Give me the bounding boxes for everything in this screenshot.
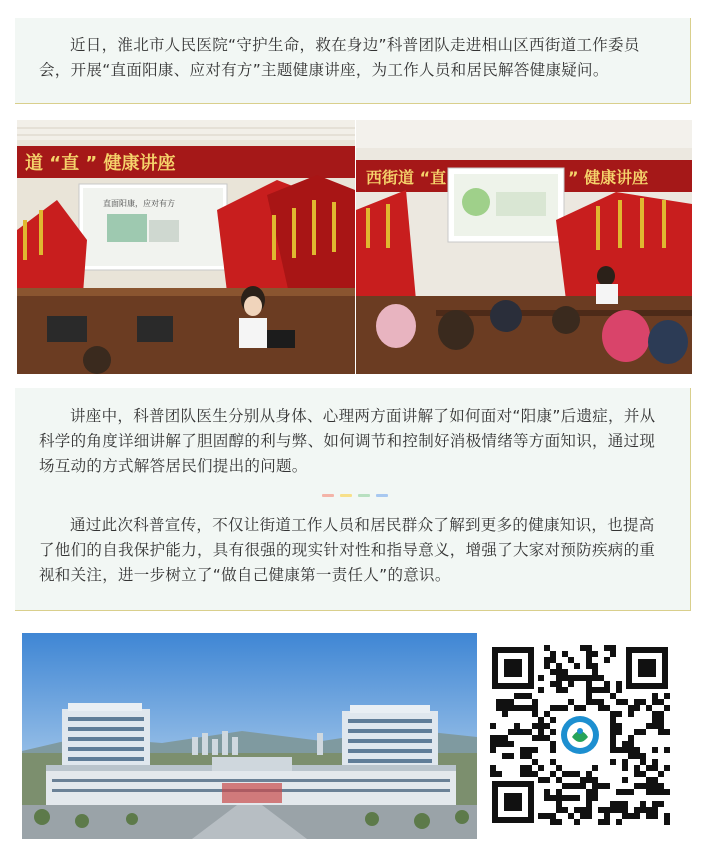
divider-dot — [322, 494, 334, 497]
lecture-photo-right — [356, 120, 692, 374]
intro-card — [15, 18, 691, 104]
divider-dots — [39, 494, 670, 497]
body-paragraph-2: 通过此次科普宣传，不仅让街道工作人员和居民群众了解到更多的健康知识，也提高了他们的自我保护能力，具有很强的现实针对性和指导意义，增强了大家对预防疾病的重视和关注，进一步树立了“做自己健康第一责任人”的意识。 — [39, 516, 656, 584]
left-slide-title: 直面阳康，应对有方 — [103, 199, 175, 208]
right-banner-text: 西街道 “直 — [366, 168, 447, 187]
right-banner-tail: ” 健康讲座 — [568, 168, 649, 187]
divider-dot — [358, 494, 370, 497]
divider-dot — [376, 494, 388, 497]
intro-paragraph: 近日，淮北市人民医院“守护生命，救在身边”科普团队走进相山区西街道工作委员会，开展“直面阳康、应对有方”主题健康讲座，为工作人员和居民解答健康疑问。 — [39, 36, 640, 79]
qr-code[interactable] — [490, 645, 670, 825]
left-banner-text: 道 “直 ” 健康讲座 — [25, 153, 176, 174]
body-card — [15, 388, 691, 611]
divider-dot — [340, 494, 352, 497]
lecture-photo-left — [17, 120, 355, 374]
body-paragraph-1: 讲座中，科普团队医生分别从身体、心理两方面讲解了如何面对“阳康”后遗症，并从科学的角度详细讲解了胆固醇的利与弊、如何调节和控制好消极情绪等方面知识，通过现场互动的方式解答居民们提出的问题。 — [39, 407, 656, 475]
hospital-photo — [22, 633, 477, 839]
